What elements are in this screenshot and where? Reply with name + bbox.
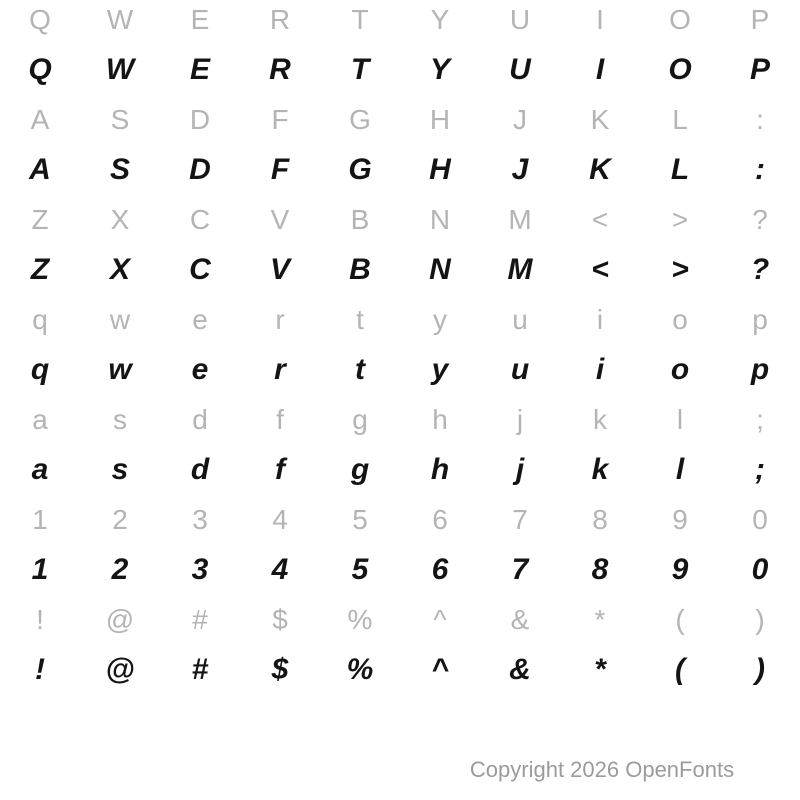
main-glyph-row [0,45,800,95]
glyph-cell: N [429,253,451,286]
glyph-cell: 0 [751,553,769,586]
main-glyph-row [0,345,800,395]
glyph-cell: 2 [111,553,129,586]
glyph-cell: q [30,353,50,386]
glyph-cell: O [669,4,691,35]
main-glyph-row [0,645,800,695]
glyph-cell: # [191,653,209,686]
glyph-cell: X [110,204,130,235]
glyph-cell: s [113,404,127,435]
glyph-cell: l [676,404,684,435]
glyph-cell: e [191,353,209,386]
glyph-cell: U [509,53,531,86]
glyph-cell: u [512,304,528,335]
glyph-cell: C [189,253,211,286]
glyph-cell: K [590,104,610,135]
glyph-cell: U [509,4,531,35]
ghost-glyph-row [0,395,800,445]
glyph-cell: F [270,153,290,186]
glyph-cell: ? [752,204,768,235]
glyph-cell: O [668,53,692,86]
glyph-cell: w [109,304,131,335]
glyph-cell: M [508,204,532,235]
glyph-cell: 1 [32,504,48,535]
glyph-cell: S [109,153,130,186]
glyph-cell: L [670,153,690,186]
glyph-cell: t [355,353,365,386]
glyph-cell: K [589,153,611,186]
glyph-cell: 1 [31,553,49,586]
glyph-cell: s [111,453,129,486]
glyph-cell: o [672,304,688,335]
glyph-cell: X [109,253,130,286]
glyph-cell: Q [28,53,52,86]
glyph-cell: ( [675,604,685,635]
glyph-cell: G [348,153,372,186]
glyph-cell: p [752,304,768,335]
glyph-cell: ? [750,253,770,286]
glyph-cell: E [190,4,210,35]
glyph-cell: a [32,404,48,435]
glyph-cell: 8 [591,553,609,586]
glyph-cell: 3 [191,553,209,586]
glyph-cell: 0 [752,504,768,535]
glyph-cell: D [189,153,211,186]
glyph-cell: B [350,204,370,235]
glyph-cell: r [275,304,285,335]
main-glyph-row [0,445,800,495]
glyph-cell: J [513,104,527,135]
glyph-cell: 3 [192,504,208,535]
glyph-cell: l [675,453,685,486]
glyph-cell: i [595,353,605,386]
glyph-cell: 6 [432,504,448,535]
glyph-cell: g [350,453,370,486]
glyph-cell: 9 [672,504,688,535]
glyph-cell: 4 [271,553,289,586]
glyph-cell: R [269,53,291,86]
ghost-glyph-row [0,295,800,345]
glyph-cell: A [29,153,51,186]
glyph-cell: $ [272,604,288,635]
glyph-cell: L [672,104,688,135]
glyph-cell: T [350,53,370,86]
glyph-cell: S [110,104,130,135]
glyph-cell: j [515,453,525,486]
glyph-cell: q [32,304,48,335]
glyph-cell: E [189,53,210,86]
glyph-cell: r [274,353,286,386]
glyph-cell: V [269,253,290,286]
glyph-cell: B [349,253,371,286]
glyph-cell: A [30,104,50,135]
glyph-cell: 4 [272,504,288,535]
glyph-cell: F [271,104,289,135]
glyph-cell: < [591,253,609,286]
glyph-cell: H [429,104,451,135]
glyph-cell: h [430,453,450,486]
copyright-footer [0,757,800,783]
glyph-cell: f [276,404,284,435]
glyph-cell: T [351,4,369,35]
glyph-cell: ! [36,604,44,635]
glyph-cell: f [275,453,285,486]
glyph-cell: : [756,104,764,135]
ghost-glyph-row [0,195,800,245]
glyph-cell: ! [35,653,45,686]
glyph-cell: * [594,604,606,635]
copyright-text: Copyright 2026 OpenFonts [469,757,735,782]
glyph-cell: % [347,604,373,635]
glyph-cell: Y [429,53,450,86]
ghost-glyph-row [0,495,800,545]
glyph-cell: k [591,453,609,486]
glyph-cell: o [670,353,690,386]
ghost-glyph-row [0,595,800,645]
glyph-cell: d [192,404,208,435]
glyph-cell: ^ [433,604,447,635]
main-glyph-row [0,245,800,295]
glyph-cell: P [750,4,770,35]
main-glyph-row [0,545,800,595]
glyph-cell: D [189,104,211,135]
glyph-cell: ; [755,453,765,486]
glyph-cell: d [190,453,210,486]
glyph-cell: > [671,204,689,235]
glyph-cell: 6 [431,553,449,586]
glyph-cell: # [192,604,208,635]
glyph-cell: Y [430,4,450,35]
glyph-cell: ) [755,653,765,686]
glyph-cell: t [356,304,364,335]
glyph-cell: : [755,153,765,186]
glyph-cell: 7 [511,553,529,586]
glyph-cell: 5 [352,504,368,535]
glyph-cell: ; [756,404,764,435]
glyph-cell: @ [105,653,135,686]
glyph-cell: j [516,404,524,435]
glyph-cell: & [509,653,531,686]
glyph-cell: y [433,304,447,335]
glyph-cell: p [750,353,770,386]
glyph-cell: 5 [351,553,369,586]
glyph-cell: W [105,53,135,86]
glyph-cell: ( [675,653,685,686]
glyph-cell: e [192,304,208,335]
glyph-cell: V [270,204,290,235]
glyph-cell: P [749,53,770,86]
glyph-cell: < [591,204,609,235]
glyph-cell: a [31,453,49,486]
glyph-cell: 8 [592,504,608,535]
glyph-cell: C [189,204,211,235]
glyph-cell: 2 [112,504,128,535]
glyph-cell: > [671,253,689,286]
glyph-cell: % [346,653,374,686]
main-glyph-row [0,145,800,195]
glyph-cell: H [429,153,451,186]
glyph-cell: I [596,4,604,35]
glyph-cell: J [511,153,529,186]
glyph-cell: @ [105,604,135,635]
ghost-glyph-row [0,95,800,145]
glyph-cell: M [507,253,533,286]
glyph-cell: 9 [671,553,689,586]
glyph-cell: h [432,404,448,435]
glyph-cell: k [593,404,607,435]
glyph-cell: y [431,353,449,386]
glyph-cell: i [596,304,604,335]
glyph-cell: Z [31,204,49,235]
glyph-cell: Z [30,253,50,286]
glyph-cell: N [429,204,451,235]
ghost-glyph-row [0,0,800,45]
glyph-cell: ^ [431,653,449,686]
glyph-cell: Q [29,4,51,35]
glyph-cell: u [510,353,530,386]
glyph-cell: W [106,4,134,35]
glyph-cell: 7 [512,504,528,535]
glyph-cell: ) [755,604,765,635]
glyph-cell: $ [271,653,289,686]
glyph-cell: g [352,404,368,435]
glyph-cell: I [595,53,605,86]
glyph-cell: * [594,653,606,686]
glyph-cell: w [108,353,132,386]
glyph-cell: & [510,604,530,635]
glyph-cell: G [349,104,371,135]
glyph-cell: R [269,4,291,35]
